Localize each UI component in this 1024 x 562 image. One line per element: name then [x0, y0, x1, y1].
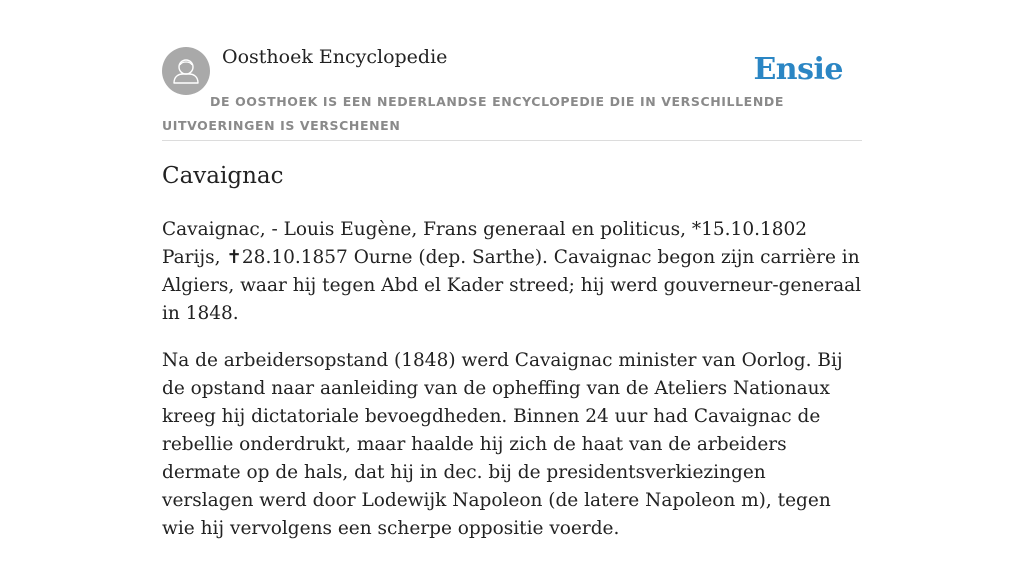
article-paragraph: Cavaignac, - Louis Eugène, Frans generaal en politicus, *15.10.1802 Parijs, ✝28.10.1857 Ourne (dep. Sarthe). Cavaignac begon zijn carrière in Algiers, waar hij tegen Abd el Kader streed; hij werd gouverneur-generaal in 1848. — [162, 219, 862, 324]
site-name[interactable]: Oosthoek Encyclopedie — [222, 46, 448, 68]
page-title: Cavaignac — [162, 163, 284, 189]
user-icon — [162, 47, 210, 95]
site-tagline: DE OOSTHOEK IS EEN NEDERLANDSE ENCYCLOPEDIE DIE IN VERSCHILLENDE UITVOERINGEN IS VERSCHENEN — [162, 94, 784, 133]
avatar[interactable] — [162, 47, 210, 95]
article-body — [162, 216, 862, 562]
card-header — [162, 0, 862, 141]
brand-logo[interactable]: Ensie — [753, 52, 843, 87]
article-paragraph: Na de arbeidersopstand (1848) werd Cavaignac minister van Oorlog. Bij de opstand naar aanleiding van de opheffing van de Ateliers Nationaux kreeg hij dictatoriale bevoegdheden. Binnen 24 uur had Cavaignac de rebellie onderdrukt, maar haalde hij zich de haat van de arbeiders dermate op de hals, dat hij in dec. bij de presidentsverkiezingen verslagen werd door Lodewijk Napoleon (de latere Napoleon m), tegen wie hij vervolgens een scherpe oppositie voerde. — [162, 350, 843, 539]
encyclopedia-card — [162, 0, 862, 539]
